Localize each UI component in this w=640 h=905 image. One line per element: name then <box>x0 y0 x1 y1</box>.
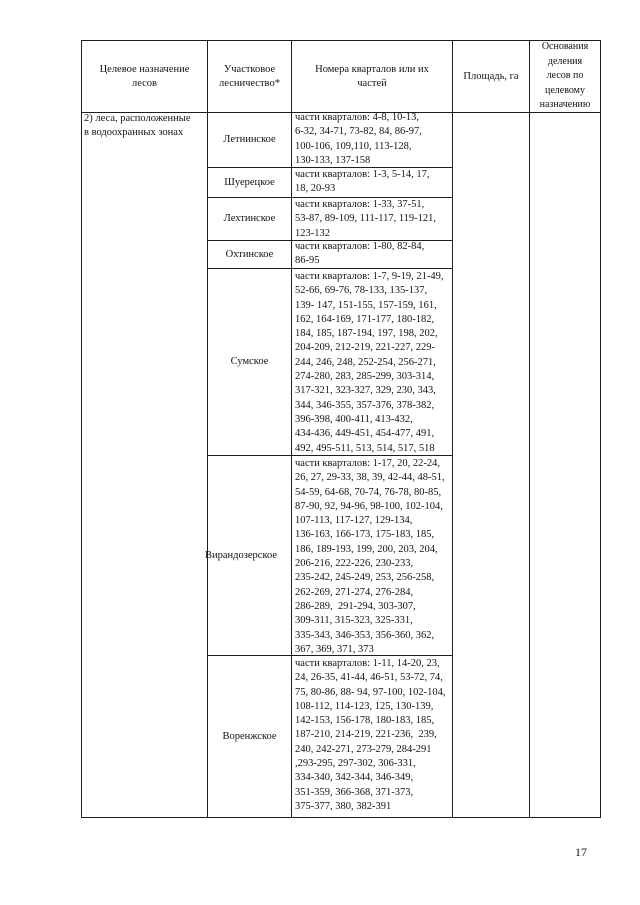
forestry-name: Шуерецкое <box>224 176 275 188</box>
quarters-line: 54-59, 64-68, 70-74, 76-78, 80-85, <box>295 486 442 498</box>
forestry-name-cell <box>208 197 291 240</box>
forestry-name-cell <box>208 112 291 167</box>
header-purpose-line: Целевое назначение <box>99 63 190 75</box>
quarters-cell <box>295 198 452 241</box>
quarters-cell <box>295 240 452 268</box>
header-basis-line: целевому <box>544 84 585 96</box>
quarters-line: части кварталов: 1-80, 82-84, <box>295 241 425 252</box>
header-purpose-line: лесов <box>131 77 158 89</box>
quarters-line: ,293-295, 297-302, 306-331, <box>295 758 416 770</box>
quarters-line: 130-133, 137-158 <box>295 154 371 166</box>
forestry-name: Воренжское <box>222 730 277 742</box>
header-quarters <box>292 41 452 112</box>
quarters-line: 162, 164-169, 171-177, 180-182, <box>295 313 435 325</box>
header-basis-line: лесов по <box>546 70 584 82</box>
quarters-line: 52-66, 69-76, 78-133, 135-137, <box>295 285 428 297</box>
forestry-name: Охтинское <box>225 248 274 260</box>
quarters-line: 108-112, 114-123, 125, 130-139, <box>295 700 434 712</box>
quarters-line: 139- 147, 151-155, 157-159, 161, <box>295 299 437 311</box>
quarters-line: 434-436, 449-451, 454-477, 491, <box>295 428 435 440</box>
quarters-line: 262-269, 271-274, 276-284, <box>295 586 414 598</box>
quarters-line: 235-242, 245-249, 253, 256-258, <box>295 572 435 584</box>
quarters-line: 53-87, 89-109, 111-117, 119-121, <box>295 213 437 225</box>
quarters-line: 204-209, 212-219, 221-227, 229- <box>295 342 435 354</box>
quarters-line: 367, 369, 371, 373 <box>295 643 374 655</box>
quarters-line: 86-95 <box>295 255 320 267</box>
quarters-line: 100-106, 109,110, 113-128, <box>295 140 412 152</box>
quarters-line: 75, 80-86, 88- 94, 97-100, 102-104, <box>295 686 446 698</box>
quarters-line: 309-311, 315-323, 325-331, <box>295 615 413 627</box>
quarters-cell <box>295 457 452 657</box>
quarters-cell <box>295 657 452 819</box>
purpose-line: 2) леса, расположенные <box>84 113 191 124</box>
quarters-line: 187-210, 214-219, 221-236, 239, <box>295 729 437 741</box>
header-quarters-line: Номера кварталов или их <box>315 63 429 75</box>
forestry-name: Лехтинское <box>223 213 276 224</box>
quarters-line: части кварталов: 4-8, 10-13, <box>295 112 419 123</box>
quarters-line: части кварталов: 1-33, 37-51, <box>295 199 425 210</box>
header-basis-line: назначению <box>539 99 591 111</box>
quarters-line: 142-153, 156-178, 180-183, 185, <box>295 715 435 727</box>
quarters-line: 123-132 <box>295 227 330 239</box>
forestry-name-cell <box>205 455 288 655</box>
quarters-line: 274-280, 283, 285-299, 303-314, <box>295 371 435 383</box>
quarters-line: 375-377, 380, 382-391 <box>295 800 392 812</box>
forestry-name-cell <box>208 655 291 817</box>
quarters-line: 26, 27, 29-33, 38, 39, 42-44, 48-51, <box>295 472 445 484</box>
column-border <box>81 40 82 818</box>
column-border <box>529 40 530 818</box>
column-border <box>452 40 453 818</box>
purpose-line: в водоохранных зонах <box>84 127 184 139</box>
column-border <box>291 40 292 818</box>
quarters-line: 206-216, 222-226, 230-233, <box>295 558 414 570</box>
quarters-line: 351-359, 366-368, 371-373, <box>295 786 414 798</box>
header-basis-line: Основания <box>541 41 589 53</box>
header-forestry-line: лесничество* <box>219 77 280 89</box>
quarters-line: 334-340, 342-344, 346-349, <box>295 772 414 784</box>
quarters-line: части кварталов: 1-17, 20, 22-24, <box>295 458 440 469</box>
header-quarters-line: частей <box>357 77 387 89</box>
quarters-line: 492, 495-511, 513, 514, 517, 518 <box>295 442 435 454</box>
column-border <box>600 40 601 818</box>
header-forestry-line: Участковое <box>223 63 276 75</box>
quarters-line: 286-289, 291-294, 303-307, <box>295 600 416 612</box>
quarters-line: части кварталов: 1-3, 5-14, 17, <box>295 169 430 180</box>
quarters-line: 240, 242-271, 273-279, 284-291 <box>295 743 432 755</box>
quarters-line: части кварталов: 1-7, 9-19, 21-49, <box>295 271 444 282</box>
quarters-line: 186, 189-193, 199, 200, 203, 204, <box>295 543 438 555</box>
quarters-line: 24, 26-35, 41-44, 46-51, 53-72, 74, <box>295 672 443 684</box>
forestry-name: Сумское <box>230 356 269 367</box>
header-basis <box>530 41 600 112</box>
quarters-cell <box>295 270 452 457</box>
quarters-line: 184, 185, 187-194, 197, 198, 202, <box>295 328 438 340</box>
quarters-line: 136-163, 166-173, 175-183, 185, <box>295 529 435 541</box>
quarters-line: 18, 20-93 <box>295 183 336 195</box>
header-forestry <box>208 41 291 112</box>
purpose-cell <box>84 112 206 141</box>
header-purpose <box>82 41 207 112</box>
forestry-name-cell <box>208 167 291 197</box>
header-area <box>453 41 529 112</box>
forestry-name-cell <box>208 240 291 268</box>
forestry-name: Вирандозерское <box>205 549 278 561</box>
quarters-line: 344, 346-355, 357-376, 378-382, <box>295 399 435 411</box>
quarters-line: 396-398, 400-411, 413-432, <box>295 413 413 425</box>
quarters-line: 317-321, 323-327, 329, 230, 343, <box>295 385 436 397</box>
quarters-line: 6-32, 34-71, 73-82, 84, 86-97, <box>295 126 422 138</box>
quarters-line: 335-343, 346-353, 356-360, 362, <box>295 629 435 641</box>
forestry-name-cell <box>208 268 291 455</box>
quarters-line: 87-90, 92, 94-96, 98-100, 102-104, <box>295 500 443 512</box>
quarters-line: 107-113, 117-127, 129-134, <box>295 515 413 527</box>
header-basis-line: деления <box>547 55 583 67</box>
quarters-cell <box>295 168 452 198</box>
page-number: 17 <box>575 845 587 859</box>
quarters-line: части кварталов: 1-11, 14-20, 23, <box>295 658 440 669</box>
quarters-cell <box>295 111 452 166</box>
quarters-line: 244, 246, 248, 252-254, 256-271, <box>295 356 436 368</box>
header-area-line: Площадь, га <box>463 70 519 82</box>
forestry-name: Летнинское <box>223 134 276 145</box>
